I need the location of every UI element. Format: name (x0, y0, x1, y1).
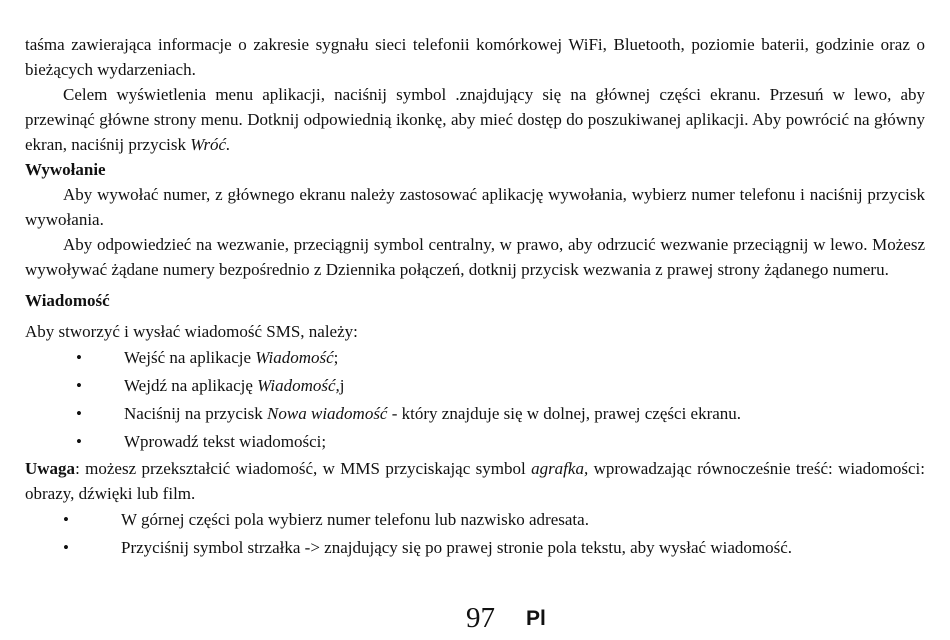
list-item (25, 344, 925, 372)
message-intro: Aby stworzyć i wysłać wiadomość SMS, należy: (25, 322, 358, 341)
intro-paragraph: taśma zawierająca informacje o zakresie sygnału sieci telefonii komórkowej WiFi, Bluetooth, poziomie baterii, godzinie oraz o bieżących wydarzeniach. (25, 35, 925, 79)
new-message-term: Nowa wiadomość (267, 404, 388, 423)
list-item (25, 372, 925, 400)
list-item (25, 428, 925, 456)
bullet-icon: • (76, 432, 82, 451)
menu-paragraph-text: Celem wyświetlenia menu aplikacji, naciśnij symbol .znajdujący się na głównej części ekranu. Przesuń w lewo, aby przewinąć główne strony menu. Dotknij odpowiednią ikonkę, aby mieć dostęp do poszukiwanej aplikacji. Aby powrócić na główny ekran, naciśnij przycisk (25, 85, 925, 154)
list-item (25, 400, 925, 428)
paperclip-term: agrafka, (531, 459, 589, 478)
list-item-text: Wejdź na aplikację (124, 376, 258, 395)
bullet-icon: • (63, 510, 69, 529)
call-heading: Wywołanie (25, 160, 106, 179)
message-steps-list (25, 344, 925, 456)
list-item-suffix: - który znajduje się w dolnej, prawej części ekranu. (387, 404, 742, 423)
list-item-text: W górnej części pola wybierz numer telefonu lub nazwisko adresata. (121, 510, 589, 529)
bullet-icon: • (63, 538, 69, 557)
page-number: 97 (466, 602, 495, 634)
list-item (25, 506, 925, 534)
bullet-icon: • (76, 404, 82, 423)
list-item-text: Naciśnij na przycisk (124, 404, 268, 423)
call-paragraph-2: Aby odpowiedzieć na wezwanie, przeciągnij symbol centralny, w prawo, aby odrzucić wezwanie przeciągnij w lewo. Możesz wywoływać żądane numery bezpośrednio z Dziennika połączeń, dotknij przycisk wezwania z prawej strony żądanego numeru. (25, 235, 925, 279)
page-footer (0, 600, 950, 636)
list-item-text: Wejść na aplikacje (124, 348, 256, 367)
app-name-term: Wiadomość (255, 348, 334, 367)
note-paragraph (25, 456, 925, 506)
language-code: Pl (526, 607, 546, 630)
document-page (25, 32, 925, 562)
bullet-icon: • (76, 376, 82, 395)
mms-steps-list (25, 506, 925, 562)
list-item-text: Wprowadź tekst wiadomości; (124, 432, 327, 451)
list-item-text: Przyciśnij symbol strzałka -> znajdujący się po prawej stronie pola tekstu, aby wysłać wiadomość. (121, 538, 793, 557)
message-heading: Wiadomość (25, 291, 110, 310)
list-item-suffix: ; (333, 348, 339, 367)
call-paragraph-1: Aby wywołać numer, z głównego ekranu należy zastosować aplikację wywołania, wybierz numer telefonu i naciśnij przycisk wywołania. (25, 185, 925, 229)
menu-paragraph (25, 82, 925, 157)
bullet-icon: • (76, 348, 82, 367)
note-text-end: wprowadzając równocześnie treść: wiadomości: obrazy, dźwięki lub film. (25, 459, 925, 503)
app-name-term: Wiadomość, (257, 376, 340, 395)
list-item (25, 534, 925, 562)
back-button-term: Wróć. (190, 135, 231, 154)
list-item-suffix: j (339, 376, 345, 395)
note-text: : możesz przekształcić wiadomość, w MMS przyciskając symbol (75, 459, 532, 478)
note-label: Uwaga (25, 459, 76, 478)
